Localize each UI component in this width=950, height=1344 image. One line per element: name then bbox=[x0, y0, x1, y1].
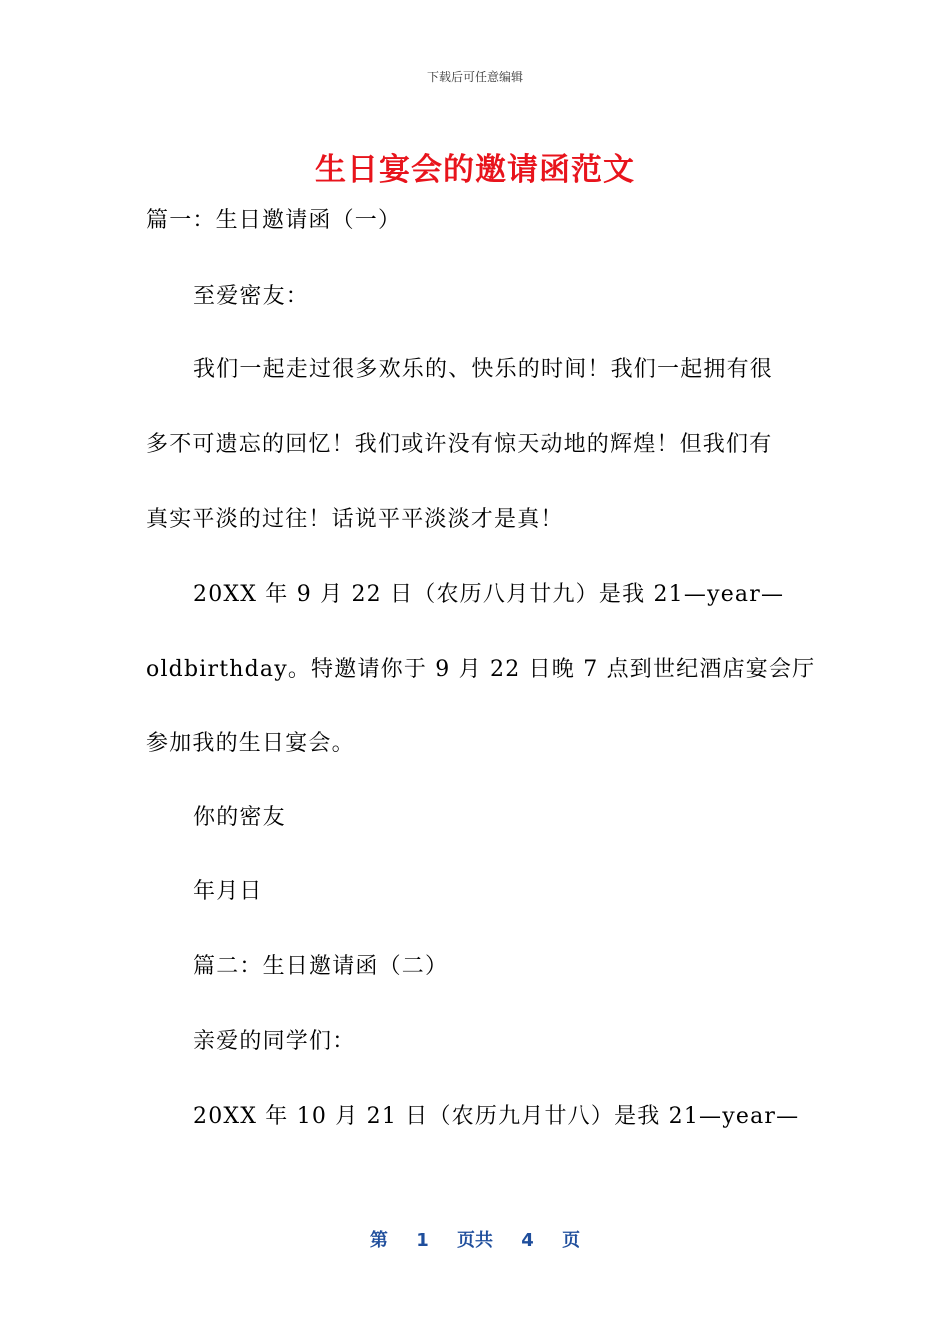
header-note: 下载后可任意编辑 bbox=[426, 70, 523, 84]
current-page-number: 1 bbox=[416, 1230, 429, 1251]
page-footer bbox=[0, 1226, 950, 1252]
total-page-number: 4 bbox=[521, 1230, 534, 1251]
paragraph-line: 参加我的生日宴会。 bbox=[146, 731, 355, 756]
paragraph-line: 20XX 年 9 月 22 日（农历八月廿九）是我 21—year— bbox=[193, 582, 785, 607]
paragraph-line: oldbirthday。特邀请你于 9 月 22 日晚 7 点到世纪酒店宴会厅 bbox=[146, 657, 816, 682]
signature-line: 你的密友 bbox=[193, 805, 286, 830]
salutation-1: 至爱密友： bbox=[193, 284, 310, 309]
paragraph-line: 20XX 年 10 月 21 日（农历九月廿八）是我 21—year— bbox=[193, 1104, 800, 1129]
page-mid: 页共 bbox=[457, 1230, 493, 1251]
page-suffix: 页 bbox=[562, 1230, 581, 1251]
date-line: 年月日 bbox=[193, 879, 263, 904]
document-title: 生日宴会的邀请函范文 bbox=[315, 152, 635, 188]
salutation-2: 亲爱的同学们： bbox=[193, 1029, 356, 1054]
paragraph-line: 我们一起走过很多欢乐的、快乐的时间！我们一起拥有很 bbox=[193, 357, 774, 382]
section-heading-2: 篇二：生日邀请函（二） bbox=[193, 954, 449, 979]
page-prefix: 第 bbox=[369, 1230, 388, 1251]
paragraph-line: 多不可遗忘的回忆！我们或许没有惊天动地的辉煌！但我们有 bbox=[146, 432, 773, 457]
paragraph-line: 真实平淡的过往！话说平平淡淡才是真！ bbox=[146, 507, 564, 532]
section-heading-1: 篇一：生日邀请函（一） bbox=[146, 208, 402, 233]
